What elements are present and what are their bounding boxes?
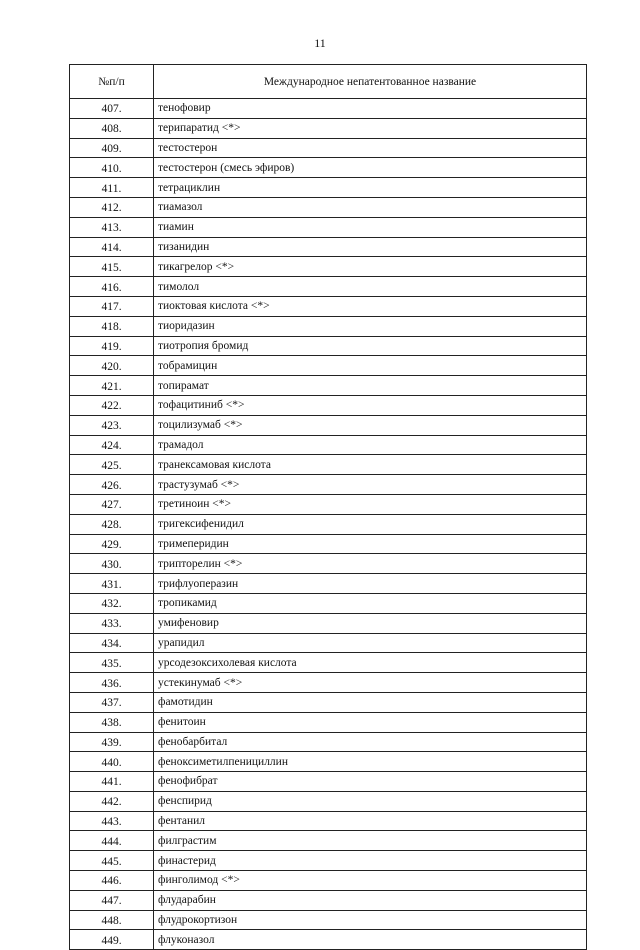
row-number: 414. — [70, 237, 154, 257]
row-number: 432. — [70, 593, 154, 613]
table-row — [70, 692, 587, 712]
row-number: 415. — [70, 257, 154, 277]
table-row — [70, 653, 587, 673]
table-row — [70, 99, 587, 119]
drug-name: фенофибрат — [154, 772, 587, 792]
table-row — [70, 217, 587, 237]
row-number: 440. — [70, 752, 154, 772]
drug-name: тиамазол — [154, 197, 587, 217]
drug-name: финастерид — [154, 851, 587, 871]
drug-name: тиотропия бромид — [154, 336, 587, 356]
drug-name: тимолол — [154, 277, 587, 297]
table-row — [70, 811, 587, 831]
table-row — [70, 356, 587, 376]
page-number: 11 — [314, 36, 326, 50]
table-row — [70, 613, 587, 633]
row-number: 443. — [70, 811, 154, 831]
row-number: 419. — [70, 336, 154, 356]
row-number: 441. — [70, 772, 154, 792]
table-row — [70, 197, 587, 217]
drug-name: тригексифенидил — [154, 514, 587, 534]
table-row — [70, 534, 587, 554]
drug-table — [69, 64, 587, 950]
drug-name: урапидил — [154, 633, 587, 653]
table-row — [70, 118, 587, 138]
row-number: 430. — [70, 554, 154, 574]
table-row — [70, 930, 587, 950]
drug-name: тропикамид — [154, 593, 587, 613]
row-number: 435. — [70, 653, 154, 673]
table-row — [70, 633, 587, 653]
drug-name: тиамин — [154, 217, 587, 237]
row-number: 426. — [70, 475, 154, 495]
row-number: 412. — [70, 197, 154, 217]
table-row — [70, 712, 587, 732]
drug-name: трамадол — [154, 435, 587, 455]
table-row — [70, 277, 587, 297]
row-number: 448. — [70, 910, 154, 930]
table-row — [70, 336, 587, 356]
row-number: 434. — [70, 633, 154, 653]
row-number: 438. — [70, 712, 154, 732]
drug-name: фенитоин — [154, 712, 587, 732]
drug-name: флуконазол — [154, 930, 587, 950]
drug-name: тизанидин — [154, 237, 587, 257]
row-number: 429. — [70, 534, 154, 554]
table-row — [70, 435, 587, 455]
row-number: 421. — [70, 376, 154, 396]
row-number: 447. — [70, 890, 154, 910]
drug-name: третиноин <*> — [154, 494, 587, 514]
drug-name: финголимод <*> — [154, 871, 587, 891]
table-row — [70, 791, 587, 811]
drug-name: терипаратид <*> — [154, 118, 587, 138]
drug-name: тофацитиниб <*> — [154, 395, 587, 415]
drug-name: тестостерон (смесь эфиров) — [154, 158, 587, 178]
drug-name: тетрациклин — [154, 178, 587, 198]
row-number: 433. — [70, 613, 154, 633]
row-number: 417. — [70, 296, 154, 316]
drug-name: тобрамицин — [154, 356, 587, 376]
table-row — [70, 376, 587, 396]
table-row — [70, 158, 587, 178]
row-number: 428. — [70, 514, 154, 534]
table-row — [70, 475, 587, 495]
drug-name: тикагрелор <*> — [154, 257, 587, 277]
row-number: 446. — [70, 871, 154, 891]
row-number: 410. — [70, 158, 154, 178]
drug-name: тоцилизумаб <*> — [154, 415, 587, 435]
row-number: 449. — [70, 930, 154, 950]
row-number: 413. — [70, 217, 154, 237]
drug-name: фентанил — [154, 811, 587, 831]
table-row — [70, 415, 587, 435]
table-row — [70, 890, 587, 910]
table-row — [70, 593, 587, 613]
table-row — [70, 296, 587, 316]
row-number: 425. — [70, 455, 154, 475]
row-number: 418. — [70, 316, 154, 336]
drug-name: трипторелин <*> — [154, 554, 587, 574]
column-header-name: Международное непатентованное название — [154, 65, 587, 99]
drug-name: тиоктовая кислота <*> — [154, 296, 587, 316]
table-header-row — [70, 65, 587, 99]
table-row — [70, 554, 587, 574]
row-number: 408. — [70, 118, 154, 138]
drug-name: фамотидин — [154, 692, 587, 712]
drug-name: тримеперидин — [154, 534, 587, 554]
drug-name: феноксиметилпенициллин — [154, 752, 587, 772]
table-row — [70, 494, 587, 514]
table-row — [70, 237, 587, 257]
row-number: 444. — [70, 831, 154, 851]
table-row — [70, 732, 587, 752]
drug-name: трифлуоперазин — [154, 574, 587, 594]
column-header-number: №п/п — [70, 65, 154, 99]
table-row — [70, 455, 587, 475]
drug-name: топирамат — [154, 376, 587, 396]
drug-name: тенофовир — [154, 99, 587, 119]
row-number: 427. — [70, 494, 154, 514]
table-row — [70, 395, 587, 415]
table-row — [70, 257, 587, 277]
drug-name: фенспирид — [154, 791, 587, 811]
table-row — [70, 138, 587, 158]
row-number: 437. — [70, 692, 154, 712]
row-number: 439. — [70, 732, 154, 752]
row-number: 431. — [70, 574, 154, 594]
table-row — [70, 178, 587, 198]
table-row — [70, 831, 587, 851]
row-number: 407. — [70, 99, 154, 119]
table-row — [70, 910, 587, 930]
row-number: 416. — [70, 277, 154, 297]
table-row — [70, 772, 587, 792]
row-number: 436. — [70, 673, 154, 693]
table-row — [70, 574, 587, 594]
table-row — [70, 871, 587, 891]
row-number: 423. — [70, 415, 154, 435]
row-number: 424. — [70, 435, 154, 455]
row-number: 422. — [70, 395, 154, 415]
row-number: 411. — [70, 178, 154, 198]
drug-name: умифеновир — [154, 613, 587, 633]
row-number: 409. — [70, 138, 154, 158]
table-row — [70, 851, 587, 871]
drug-name: тиоридазин — [154, 316, 587, 336]
table-row — [70, 752, 587, 772]
row-number: 442. — [70, 791, 154, 811]
drug-name: фенобарбитал — [154, 732, 587, 752]
row-number: 445. — [70, 851, 154, 871]
table-row — [70, 673, 587, 693]
drug-name: флудрокортизон — [154, 910, 587, 930]
row-number: 420. — [70, 356, 154, 376]
drug-name: транексамовая кислота — [154, 455, 587, 475]
drug-name: трастузумаб <*> — [154, 475, 587, 495]
table-row — [70, 316, 587, 336]
drug-name: тестостерон — [154, 138, 587, 158]
table-row — [70, 514, 587, 534]
drug-name: урсодезоксихолевая кислота — [154, 653, 587, 673]
drug-name: филграстим — [154, 831, 587, 851]
drug-name: устекинумаб <*> — [154, 673, 587, 693]
drug-name: флударабин — [154, 890, 587, 910]
